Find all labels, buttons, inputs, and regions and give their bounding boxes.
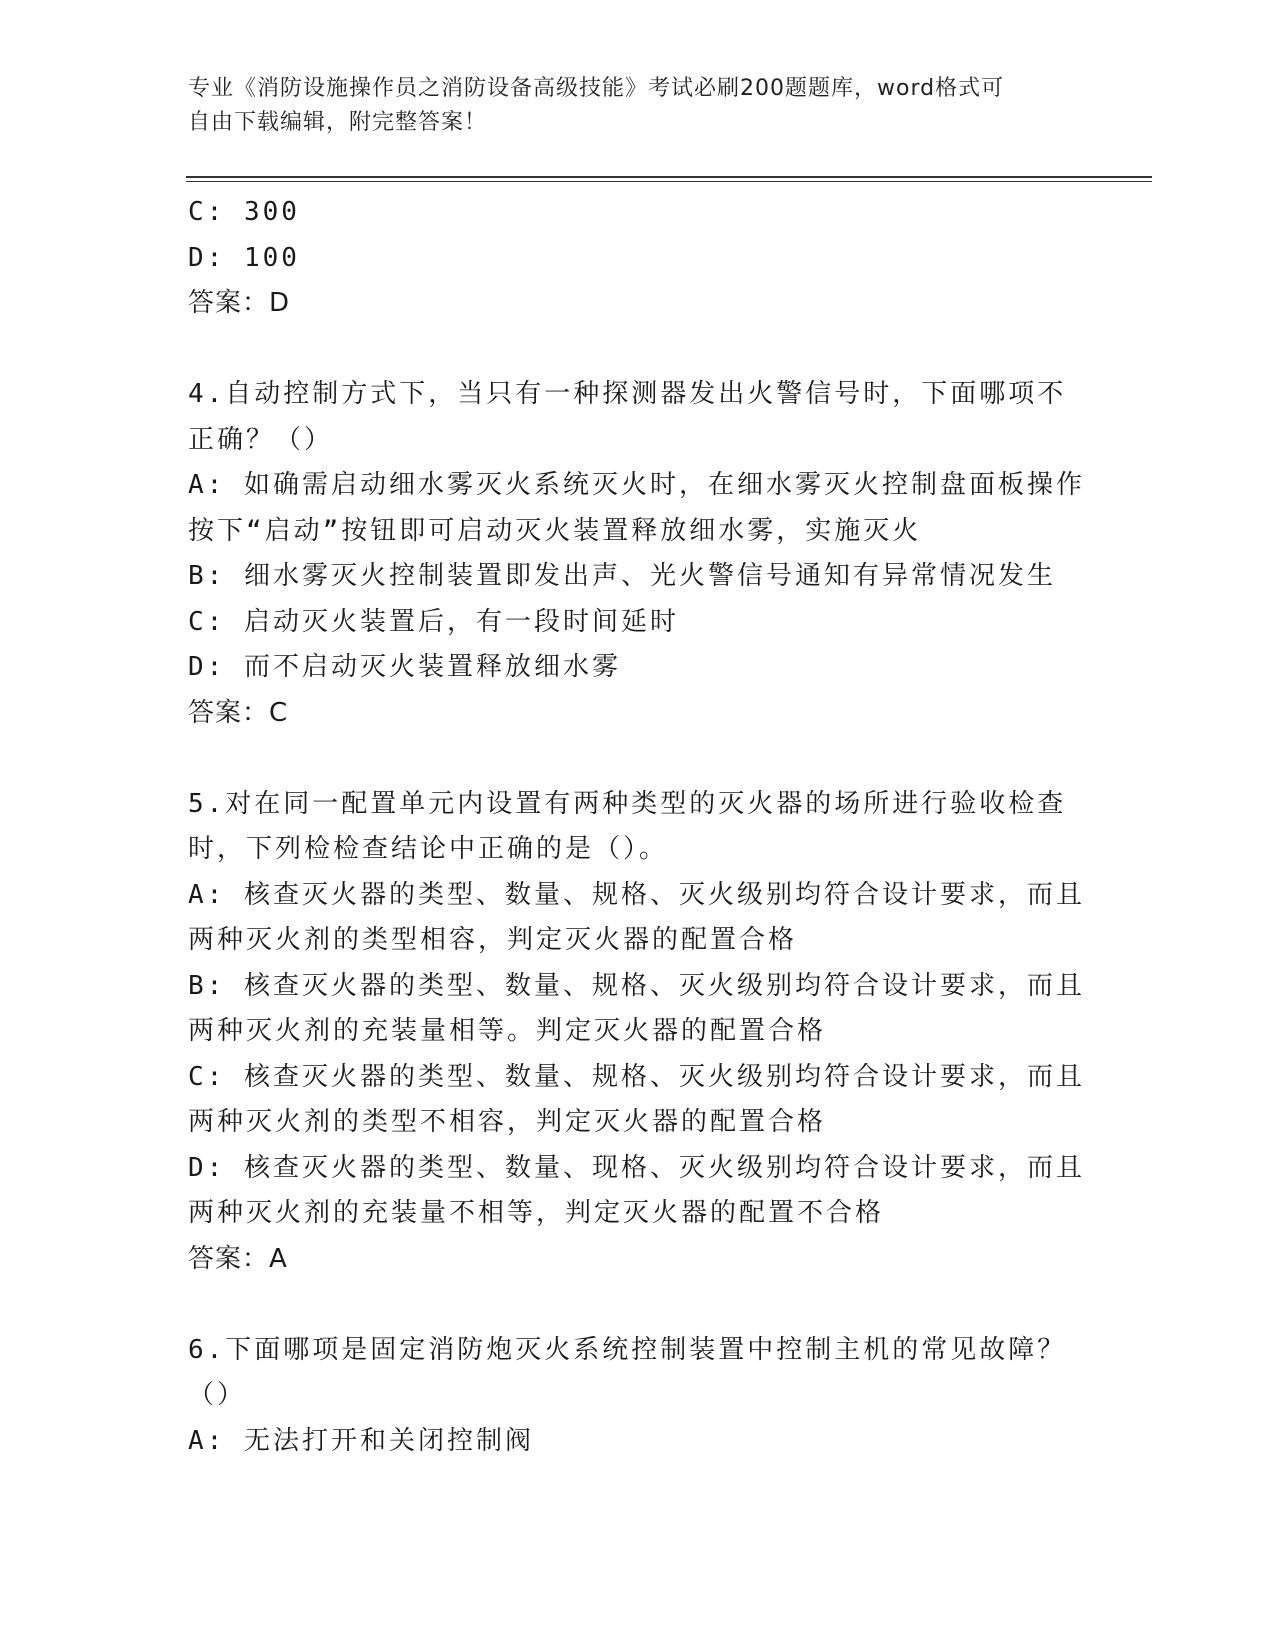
question-5-option-b-line-2: 两种灭火剂的充装量相等。判定灭火器的配置合格 — [188, 1016, 827, 1046]
question-4-option-c: C: 启动灭火装置后，有一段时间延时 — [188, 606, 679, 637]
header-divider-thin — [186, 181, 1152, 182]
document-header — [188, 72, 1068, 140]
question-4 — [188, 372, 1088, 736]
question-5 — [188, 782, 1088, 1283]
question-6-stem-line-1: 6.下面哪项是固定消防炮灭火系统控制装置中控制主机的常见故障？ — [188, 1334, 1067, 1365]
question-4-option-a-line-2: 按下“启动”按钮即可启动灭火装置释放细水雾，实施灭火 — [188, 515, 922, 546]
question-5-option-a-line-1: A: 核查灭火器的类型、数量、规格、灭火级别均符合设计要求，而且 — [188, 879, 1085, 910]
question-6-stem-line-2: （） — [188, 1380, 247, 1410]
question-6-option-a: A: 无法打开和关闭控制阀 — [188, 1425, 534, 1456]
question-5-option-d-line-2: 两种灭火剂的充装量不相等，判定灭火器的配置不合格 — [188, 1198, 885, 1228]
question-4-stem-line-1: 4.自动控制方式下，当只有一种探测器发出火警信号时，下面哪项不 — [188, 379, 1067, 409]
question-5-stem-line-1: 5.对在同一配置单元内设置有两种类型的灭火器的场所进行验收检查 — [188, 788, 1067, 819]
question-3-option-d: D: 100 — [188, 242, 300, 273]
question-4-option-a-line-1: A: 如确需启动细水雾灭火系统灭火时，在细水雾灭火控制盘面板操作 — [188, 470, 1085, 500]
question-3-answer: 答案：D — [188, 288, 291, 318]
spacer — [188, 736, 1088, 782]
spacer — [188, 1282, 1088, 1328]
question-3 — [188, 190, 1088, 327]
spacer — [188, 327, 1088, 373]
question-6 — [188, 1328, 1088, 1465]
question-5-option-d-line-1: D: 核查灭火器的类型、数量、现格、灭火级别均符合设计要求，而且 — [188, 1152, 1085, 1183]
question-list — [188, 190, 1088, 1464]
question-4-option-b: B: 细水雾灭火控制装置即发出声、光火警信号通知有异常情况发生 — [188, 561, 1056, 591]
question-4-answer: 答案：C — [188, 697, 289, 728]
question-5-stem-line-2: 时，下列检检查结论中正确的是（）。 — [188, 834, 669, 864]
question-5-option-c-line-2: 两种灭火剂的类型不相容，判定灭火器的配置合格 — [188, 1107, 827, 1137]
question-4-stem-line-2: 正确？（） — [188, 424, 334, 455]
question-3-option-c: C: 300 — [188, 197, 300, 227]
header-divider-thick — [186, 176, 1152, 178]
question-4-option-d: D: 而不启动灭火装置释放细水雾 — [188, 652, 621, 682]
header-title-line-2: 自由下载编辑，附完整答案！ — [188, 110, 488, 135]
question-5-answer: 答案：A — [188, 1243, 288, 1274]
question-5-option-a-line-2: 两种灭火剂的类型相容，判定灭火器的配置合格 — [188, 925, 798, 955]
header-title-line-1: 专业《消防设施操作员之消防设备高级技能》考试必刷200题题库，word格式可 — [188, 76, 1005, 101]
question-5-option-c-line-1: C: 核查灭火器的类型、数量、规格、灭火级别均符合设计要求，而且 — [188, 1061, 1085, 1092]
question-5-option-b-line-1: B: 核查灭火器的类型、数量、规格、灭火级别均符合设计要求，而且 — [188, 970, 1085, 1001]
